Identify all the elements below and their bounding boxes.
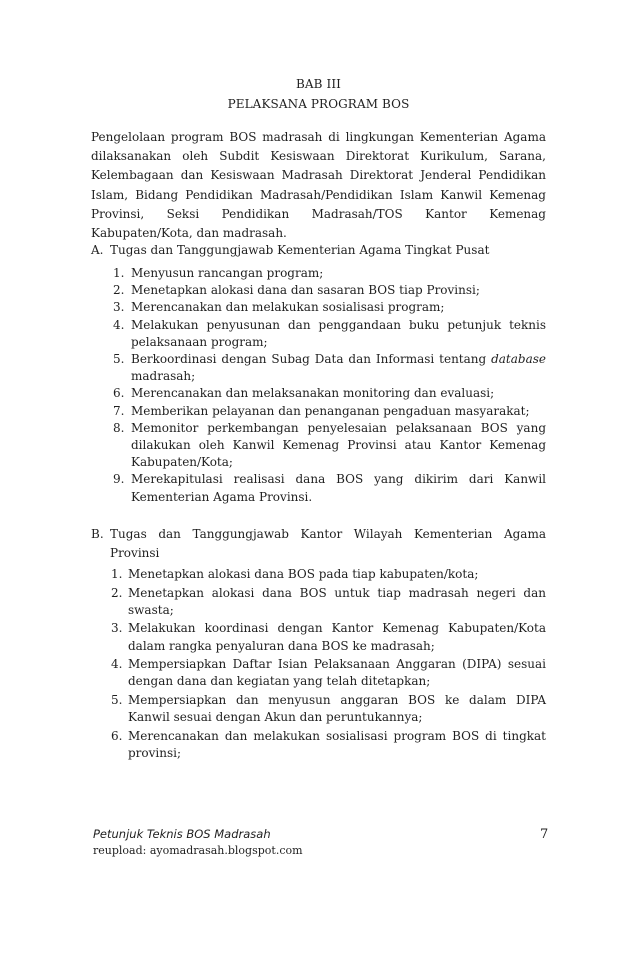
list-item <box>91 585 546 619</box>
page-number: 7 <box>540 827 549 842</box>
list-item <box>91 656 546 690</box>
intro-paragraph: Pengelolaan program BOS madrasah di lingkungan Kementerian Agama dilaksanakan oleh Subdit Kesiswaan Direktorat Kurikulum, Sarana, Kelembagaan dan Kesiswaan Madrasah Direktorat Jenderal Pendidikan Islam, Bidang Pendidikan Madrasah/Pendidikan Islam Kanwil Kemenag Provinsi, Seksi Pendidikan Madrasah/TOS Kantor Kemenag Kabupaten/Kota, dan madrasah. <box>91 130 546 241</box>
list-item-number: 3. <box>111 621 123 636</box>
section-a-title: Tugas dan Tanggungjawab Kementerian Agama Tingkat Pusat <box>110 243 490 257</box>
list-item <box>91 620 546 654</box>
list-item-text: Merencanakan dan melaksanakan monitoring dan evaluasi; <box>131 386 495 401</box>
section-b-title: Tugas dan Tanggungjawab Kantor Wilayah Kementerian Agama Provinsi <box>110 527 546 560</box>
list-item <box>91 420 546 472</box>
list-item-number: 7. <box>113 403 125 418</box>
list-item-text: Merekapitulasi realisasi dana BOS yang dikirim dari Kanwil Kementerian Agama Provinsi. <box>131 472 546 504</box>
section-a-list <box>91 265 546 506</box>
footer-reupload-note: reupload: ayomadrasah.blogspot.com <box>93 844 303 857</box>
section-a-heading <box>91 241 546 260</box>
list-item-number: 4. <box>113 317 125 332</box>
list-item-text: Menetapkan alokasi dana BOS untuk tiap madrasah negeri dan swasta; <box>128 585 546 617</box>
list-item-number: 5. <box>111 692 123 707</box>
list-item-number: 2. <box>111 585 123 600</box>
list-item <box>91 403 546 420</box>
list-item-text: Melakukan penyusunan dan penggandaan buku petunjuk teknis pelaksanaan program; <box>131 317 546 349</box>
list-item-text: Menetapkan alokasi dana BOS pada tiap kabupaten/kota; <box>128 567 479 581</box>
list-item-text: Mempersiapkan dan menyusun anggaran BOS ke dalam DIPA Kanwil sesuai dengan Akun dan peruntukannya; <box>128 692 546 725</box>
list-item <box>91 282 546 299</box>
list-item-italic-term: database <box>491 352 546 367</box>
list-item-text-end: madrasah; <box>131 369 196 384</box>
list-item <box>91 692 546 726</box>
list-item-text: Memberikan pelayanan dan penanganan pengaduan masyarakat; <box>131 403 530 418</box>
footer-document-title: Petunjuk Teknis BOS Madrasah <box>93 827 271 841</box>
list-item <box>91 471 546 505</box>
list-item-number: 4. <box>111 657 123 672</box>
list-item-number: 6. <box>111 728 123 743</box>
list-item-text: Melakukan koordinasi dengan Kantor Kemenag Kabupaten/Kota dalam rangka penyaluran dana BOS ke madrasah; <box>128 621 546 653</box>
chapter-number: BAB III <box>295 77 342 91</box>
section-b-letter: B. <box>91 527 104 541</box>
chapter-title: PELAKSANA PROGRAM BOS <box>227 97 410 111</box>
list-item-number: 1. <box>113 266 125 280</box>
list-item <box>91 566 546 583</box>
list-item <box>91 351 546 385</box>
list-item-number: 3. <box>113 300 125 315</box>
list-item-number: 8. <box>113 420 125 435</box>
list-item <box>91 385 546 402</box>
section-a-letter: A. <box>91 243 104 257</box>
list-item-number: 9. <box>113 472 125 487</box>
section-b-heading <box>91 525 546 563</box>
list-item-text: Berkoordinasi dengan Subag Data dan Informasi tentang <box>131 352 492 367</box>
list-item-text: Merencanakan dan melakukan sosialisasi program BOS di tingkat provinsi; <box>128 728 546 760</box>
list-item <box>91 728 546 762</box>
list-item <box>91 265 546 282</box>
list-item-text: Memonitor perkembangan penyelesaian pelaksanaan BOS yang dilakukan oleh Kanwil Kemenag Provinsi atau Kantor Kemenag Kabupaten/Kota; <box>131 420 546 470</box>
list-item-text: Merencanakan dan melakukan sosialisasi program; <box>131 300 445 315</box>
list-item-number: 1. <box>111 567 123 581</box>
list-item-number: 2. <box>113 283 125 298</box>
list-item-text: Menetapkan alokasi dana dan sasaran BOS tiap Provinsi; <box>131 283 480 298</box>
list-item-number: 6. <box>113 386 125 401</box>
list-item <box>91 299 546 316</box>
list-item-text: Menyusun rancangan program; <box>131 266 324 280</box>
list-item-number: 5. <box>113 352 125 367</box>
section-b-list <box>91 566 546 764</box>
list-item-text: Mempersiapkan Daftar Isian Pelaksanaan Anggaran (DIPA) sesuai dengan dana dan kegiatan yang telah ditetapkan; <box>128 657 546 689</box>
list-item <box>91 317 546 351</box>
